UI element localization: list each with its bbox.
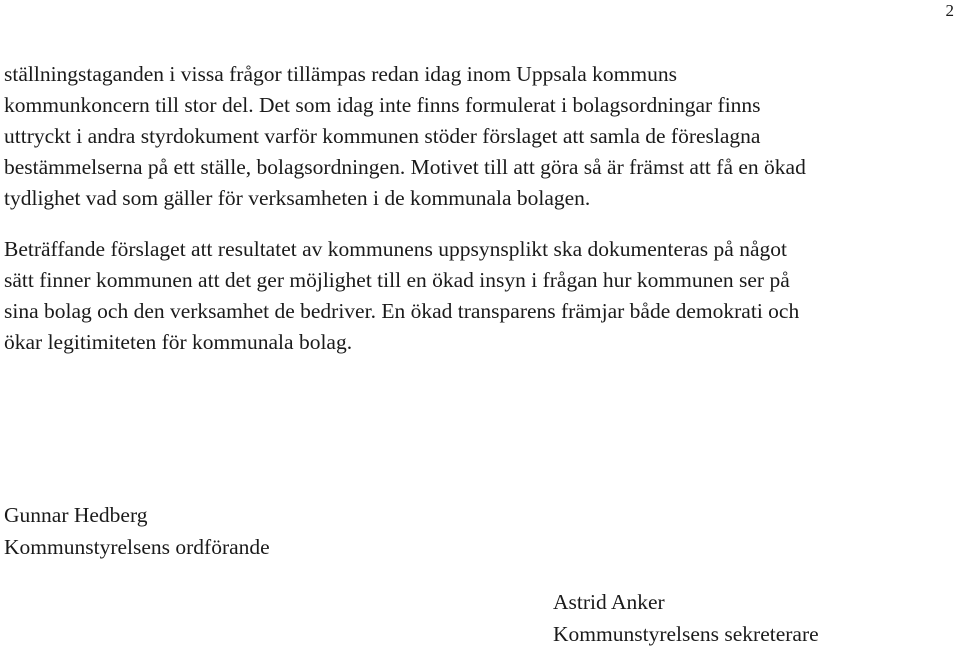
signature-block-chair [4, 499, 270, 563]
text-line: ställningstaganden i vissa frågor tillämpas redan idag inom Uppsala kommuns [4, 62, 677, 86]
paragraph-2 [4, 234, 956, 358]
text-line: uttryckt i andra styrdokument varför kommunen stöder förslaget att samla de föreslagna [4, 124, 761, 148]
signatory-title: Kommunstyrelsens sekreterare [553, 622, 819, 646]
text-line: ökar legitimiteten för kommunala bolag. [4, 330, 353, 354]
page-number: 2 [945, 1, 954, 20]
paragraph-1 [4, 59, 956, 214]
text-line: sina bolag och den verksamhet de bedriver. En ökad transparens främjar både demokrati och [4, 299, 800, 323]
signatory-name: Astrid Anker [553, 590, 665, 614]
text-line: bestämmelserna på ett ställe, bolagsordningen. Motivet till att göra så är främst att få en ökad [4, 155, 806, 179]
text-line: Beträffande förslaget att resultatet av kommunens uppsynsplikt ska dokumenteras på något [4, 237, 787, 261]
text-line: kommunkoncern till stor del. Det som idag inte finns formulerat i bolagsordningar finns [4, 93, 761, 117]
signatory-title: Kommunstyrelsens ordförande [4, 535, 270, 559]
signature-block-secretary [553, 586, 819, 650]
text-line: tydlighet vad som gäller för verksamheten i de kommunala bolagen. [4, 186, 591, 210]
text-line: sätt finner kommunen att det ger möjlighet till en ökad insyn i frågan hur kommunen ser på [4, 268, 790, 292]
signatory-name: Gunnar Hedberg [4, 503, 148, 527]
